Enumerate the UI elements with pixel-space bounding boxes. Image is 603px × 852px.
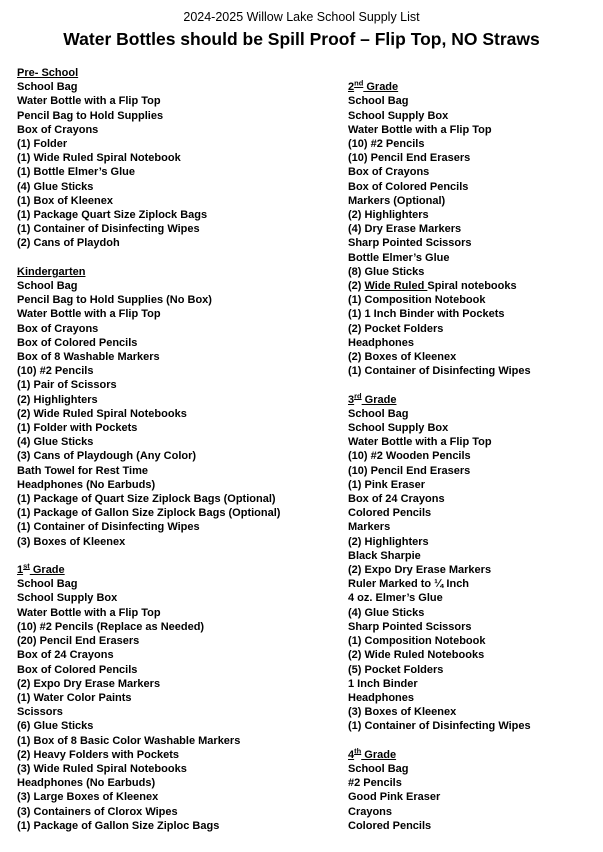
ordinal-suffix: th [354, 746, 362, 756]
grade-section-heading [17, 66, 280, 80]
right-column [348, 80, 531, 847]
supply-item: (1) Water Color Paints [17, 691, 132, 704]
supply-item: (1) Package of Quart Size Ziplock Bags (Optional) [17, 493, 276, 506]
supply-item: Box of Colored Pencils [17, 336, 138, 349]
supply-item: (1) Package of Gallon Size Ziplock Bags (Optional) [17, 507, 281, 520]
text-segment: Grade [363, 81, 399, 94]
supply-item: (10) #2 Pencils [348, 138, 425, 150]
supply-item: School Bag [17, 578, 78, 591]
supply-item: Sharp Pointed Scissors [348, 620, 472, 633]
grade-section [17, 66, 280, 251]
supply-item: School Supply Box [348, 109, 449, 122]
supply-item: (1) Container of Disinfecting Wipes [17, 223, 200, 236]
supply-item: Box of Crayons [17, 123, 99, 136]
supply-item: (10) Pencil End Erasers [348, 464, 471, 477]
supply-item: (4) Glue Sticks [17, 180, 94, 193]
text-segment: (2) [348, 280, 365, 293]
supply-item: (8) Glue Sticks [348, 265, 425, 278]
supply-item: Markers (Optional) [348, 194, 446, 207]
supply-item: (10) #2 Pencils (Replace as Needed) [17, 620, 205, 633]
supply-item: (1) Folder [17, 138, 68, 151]
supply-item: Water Bottle with a Flip Top [348, 123, 492, 136]
supply-item: (3) Boxes of Kleenex [17, 535, 126, 548]
supply-item: (10) #2 Pencils [17, 365, 94, 378]
supply-item: Headphones [348, 336, 415, 349]
supply-item: Water Bottle with a Flip Top [17, 606, 161, 619]
text-segment: Grade [361, 748, 397, 761]
grade-section-heading [348, 748, 531, 762]
grade-section-heading [348, 80, 531, 94]
text-segment: Grade [29, 564, 65, 577]
text-segment: Wide Ruled [364, 280, 428, 293]
supply-item: School Bag [17, 81, 78, 94]
supply-item: Box of Crayons [17, 322, 99, 335]
supply-item: (3) Cans of Playdough (Any Color) [17, 450, 197, 463]
supply-item: (1) Package Quart Size Ziplock Bags [17, 209, 208, 222]
supply-item: 4 oz. Elmer’s Glue [348, 592, 443, 605]
grade-section-heading [348, 390, 531, 407]
supply-item: (2) Pocket Folders [348, 322, 444, 335]
supply-item: Black Sharpie [348, 549, 421, 562]
text-segment: 4 [348, 748, 355, 761]
supply-item: Water Bottle with a Flip Top [17, 95, 161, 108]
supply-item: (2) Expo Dry Erase Markers [348, 564, 492, 577]
supply-item: School Bag [348, 762, 409, 775]
supply-item: Box of 8 Washable Markers [17, 351, 160, 364]
supply-item: (1) Package of Gallon Size Ziploc Bags [17, 819, 220, 832]
supply-item: (1) 1 Inch Binder with Pockets [348, 308, 505, 321]
supply-item: (1) Folder with Pockets [17, 422, 138, 435]
supply-item: Box of Crayons [348, 166, 430, 179]
supply-item: School Bag [17, 280, 78, 293]
supply-item: Colored Pencils [348, 819, 432, 832]
supply-item: Headphones [348, 691, 415, 704]
supply-item: (1) Box of 8 Basic Color Washable Markers [17, 734, 241, 747]
supply-item: Pencil Bag to Hold Supplies (No Box) [17, 294, 212, 307]
supply-item: (1) Container of Disinfecting Wipes [348, 365, 531, 378]
supply-item: Good Pink Eraser [348, 791, 441, 804]
supply-item: School Bag [348, 95, 409, 108]
grade-section [17, 563, 280, 833]
supply-item: Box of 24 Crayons [348, 493, 445, 506]
supply-item: (1) Container of Disinfecting Wipes [348, 720, 531, 733]
text-segment: Spiral notebooks [427, 280, 517, 293]
supply-item: School Bag [348, 407, 409, 420]
grade-section [348, 748, 531, 833]
supply-item: (2) Highlighters [348, 535, 429, 548]
supply-item: (2) Expo Dry Erase Markers [17, 677, 161, 690]
text-segment: Grade [361, 393, 397, 406]
supply-item: (20) Pencil End Erasers [17, 635, 140, 648]
supply-item: Water Bottle with a Flip Top [348, 436, 492, 449]
grade-section-heading [17, 265, 280, 279]
grade-section [348, 390, 531, 734]
supply-item: (3) Boxes of Kleenex [348, 706, 457, 719]
text-segment: 2 [348, 81, 355, 94]
supply-item: Box of Colored Pencils [348, 180, 469, 193]
supply-item: (10) #2 Wooden Pencils [348, 450, 471, 463]
supply-item: (1) Box of Kleenex [17, 194, 113, 207]
supply-item: (2) Highlighters [17, 393, 98, 406]
supply-item: Bath Towel for Rest Time [17, 464, 149, 477]
supply-item: Scissors [17, 706, 63, 719]
document-subtitle: Water Bottles should be Spill Proof – Flip Top, NO Straws [63, 29, 540, 49]
supply-item: (4) Glue Sticks [17, 436, 94, 449]
supply-item: Pencil Bag to Hold Supplies [17, 109, 164, 122]
supply-item: (3) Large Boxes of Kleenex [17, 791, 159, 804]
supply-item: (2) Wide Ruled Spiral Notebooks [17, 407, 187, 420]
supply-item: Headphones (No Earbuds) [17, 478, 156, 491]
supply-item: Bottle Elmer’s Glue [348, 251, 450, 264]
document-title: 2024-2025 Willow Lake School Supply List [183, 10, 420, 24]
supply-item: (2) Wide Ruled Notebooks [348, 649, 485, 662]
supply-item: 1 Inch Binder [348, 677, 418, 690]
supply-item: (3) Containers of Clorox Wipes [17, 805, 178, 818]
supply-item: (2) Boxes of Kleenex [348, 351, 457, 364]
supply-item: Box of 24 Crayons [17, 649, 114, 662]
supply-item: (1) Pink Eraser [348, 478, 426, 491]
supply-item: (2) Heavy Folders with Pockets [17, 748, 179, 761]
grade-section-heading [17, 563, 280, 577]
supply-item: (1) Container of Disinfecting Wipes [17, 521, 200, 534]
supply-item: (10) Pencil End Erasers [348, 152, 471, 165]
grade-section [348, 80, 531, 378]
supply-item: (4) Glue Sticks [348, 606, 425, 619]
supply-item: Sharp Pointed Scissors [348, 237, 472, 250]
supply-item: (5) Pocket Folders [348, 663, 444, 676]
supply-item: Box of Colored Pencils [17, 663, 138, 676]
supply-item: School Supply Box [17, 592, 118, 605]
supply-item: (2) Cans of Playdoh [17, 237, 120, 250]
supply-item: (1) Bottle Elmer’s Glue [17, 166, 135, 179]
supply-item: #2 Pencils [348, 777, 402, 790]
ordinal-suffix: st [23, 561, 30, 571]
supply-item: (1) Composition Notebook [348, 635, 486, 648]
text-segment: Pre- School [17, 67, 79, 79]
ordinal-suffix: nd [354, 78, 364, 88]
supply-item: (3) Wide Ruled Spiral Notebooks [17, 762, 187, 775]
supply-item: School Supply Box [348, 422, 449, 435]
supply-item: (1) Pair of Scissors [17, 379, 117, 392]
text-segment: Kindergarten [17, 265, 86, 278]
supply-item: Colored Pencils [348, 507, 432, 520]
text-segment: 3 [348, 393, 355, 406]
supply-item: (4) Dry Erase Markers [348, 223, 462, 236]
supply-item [348, 279, 531, 293]
text-segment: 1 [17, 564, 24, 577]
supply-item: (2) Highlighters [348, 209, 429, 222]
supply-item: Ruler Marked to ¼ Inch [348, 578, 470, 591]
supply-item: (1) Wide Ruled Spiral Notebook [17, 152, 181, 165]
supply-item: Headphones (No Earbuds) [17, 777, 156, 790]
supply-item: (1) Composition Notebook [348, 294, 486, 307]
supply-item: Crayons [348, 805, 393, 818]
grade-section [17, 265, 280, 549]
ordinal-suffix: rd [354, 390, 362, 400]
left-column [17, 66, 280, 847]
supply-item: Markers [348, 521, 391, 534]
supply-item: Water Bottle with a Flip Top [17, 308, 161, 321]
supply-item: (6) Glue Sticks [17, 720, 94, 733]
